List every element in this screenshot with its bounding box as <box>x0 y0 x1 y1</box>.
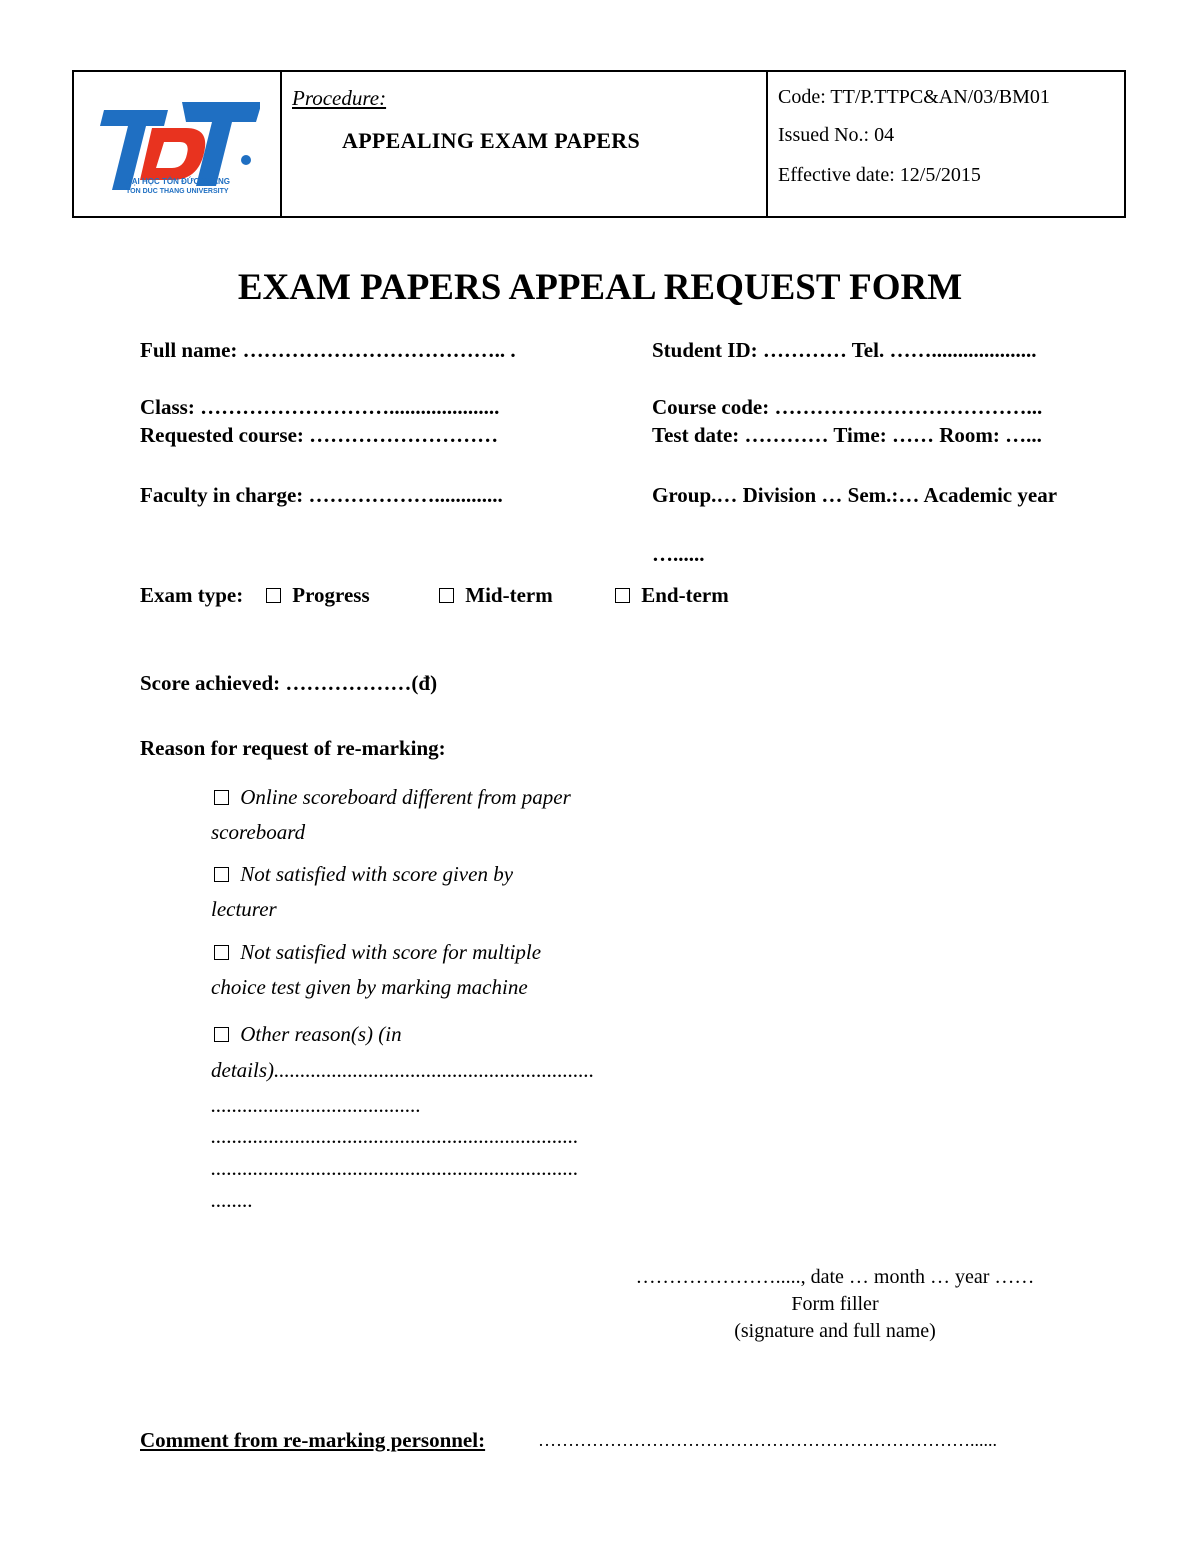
academic-year-field[interactable]: …...... <box>652 542 705 566</box>
form-filler-label: Form filler <box>791 1293 879 1315</box>
tdt-logo-icon <box>90 98 260 198</box>
detail-line[interactable]: ........ <box>211 1188 253 1212</box>
exam-type-midterm[interactable] <box>439 583 553 608</box>
detail-line[interactable]: ...................................................................... <box>211 1124 579 1148</box>
group-field[interactable]: Group.… Division … Sem.:… Academic year <box>652 483 1058 507</box>
faculty-field[interactable]: Faculty in charge: ………………............. <box>140 483 503 507</box>
score-field[interactable]: Score achieved: ………………(đ) <box>140 671 438 695</box>
checkbox-icon[interactable] <box>615 588 630 603</box>
requested-course-field[interactable]: Requested course: ……………………… <box>140 423 499 447</box>
student-id-field[interactable]: Student ID: ………… Tel. …….................... <box>652 338 1037 362</box>
checkbox-icon[interactable] <box>214 867 229 882</box>
exam-type-label: Exam type: <box>140 583 244 607</box>
detail-line[interactable]: ...................................................................... <box>211 1156 579 1180</box>
checkbox-icon[interactable] <box>214 790 229 805</box>
reason-label-cont: lecturer <box>211 897 277 921</box>
course-code-field[interactable]: Course code: ………………………………... <box>652 395 1043 419</box>
reason-label: Other reason(s) (in <box>240 1022 402 1046</box>
reason-label-cont: choice test given by marking machine <box>211 975 528 999</box>
signature-note: (signature and full name) <box>734 1320 936 1342</box>
university-logo <box>90 98 260 198</box>
checkbox-icon[interactable] <box>439 588 454 603</box>
effective-date: Effective date: 12/5/2015 <box>778 164 981 186</box>
checkbox-icon[interactable] <box>214 945 229 960</box>
logo-subtitle-vn: ĐẠI HỌC TÔN ĐỨC THẮNG <box>126 177 230 186</box>
header-divider <box>766 72 768 216</box>
class-field[interactable]: Class: ………………………..................... <box>140 395 500 419</box>
reason-label-cont: scoreboard <box>211 820 306 844</box>
issued-number: Issued No.: 04 <box>778 124 895 146</box>
comment-label: Comment from re-marking personnel: <box>140 1428 486 1452</box>
detail-line[interactable]: ........................................ <box>211 1093 421 1117</box>
exam-type-endterm[interactable] <box>615 583 729 608</box>
full-name-field[interactable]: Full name: ……………………………….. . <box>140 338 516 362</box>
document-code: Code: TT/P.TTPC&AN/03/BM01 <box>778 86 1050 108</box>
reason-label: Not satisfied with score given by <box>240 862 514 886</box>
comment-field[interactable]: ………………………………………………………………...... <box>538 1430 997 1450</box>
reason-label-cont: details)............................................................. <box>211 1058 595 1082</box>
test-date-field[interactable]: Test date: ………… Time: …… Room: …... <box>652 423 1042 447</box>
checkbox-icon[interactable] <box>266 588 281 603</box>
exam-type-progress-label: Progress <box>292 583 370 607</box>
reason-label: Online scoreboard different from paper <box>240 785 571 809</box>
procedure-title: APPEALING EXAM PAPERS <box>342 128 641 153</box>
procedure-label: Procedure: <box>292 86 387 110</box>
reason-label: Not satisfied with score for multiple <box>240 940 542 964</box>
date-line[interactable]: …………………....., date … month … year …… <box>635 1266 1035 1288</box>
header-divider <box>280 72 282 216</box>
exam-type-endterm-label: End-term <box>641 583 729 607</box>
exam-type-progress[interactable] <box>266 583 370 608</box>
exam-type-midterm-label: Mid-term <box>465 583 553 607</box>
form-title: EXAM PAPERS APPEAL REQUEST FORM <box>237 267 963 308</box>
checkbox-icon[interactable] <box>214 1027 229 1042</box>
header-table <box>72 70 1126 218</box>
logo-subtitle-en: TON DUC THANG UNIVERSITY <box>126 188 229 195</box>
reason-heading: Reason for request of re-marking: <box>140 736 446 760</box>
